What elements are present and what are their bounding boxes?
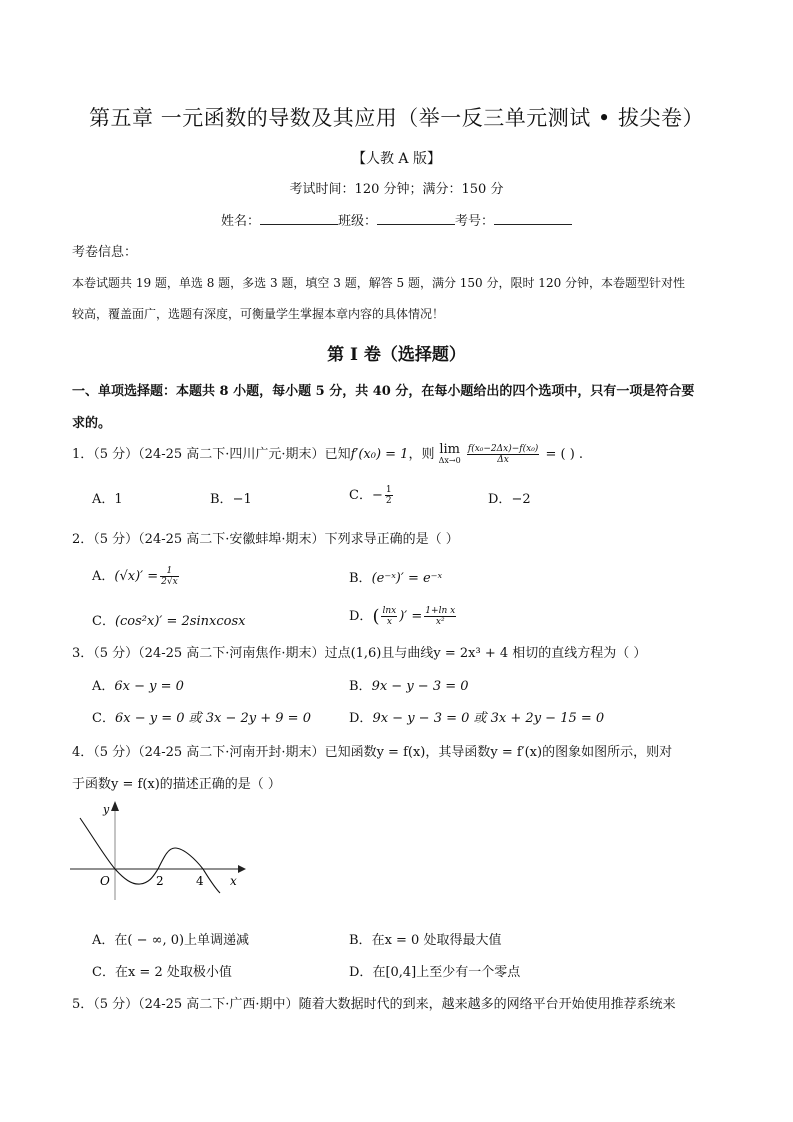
- option-text: −2: [511, 492, 531, 507]
- fraction-numerator: 1: [385, 485, 392, 495]
- question-stem: 随着大数据时代的到来，越来越多的网络平台开始使用推荐系统来: [298, 997, 676, 1012]
- exam-time-info: 考试时间：120 分钟；满分：150 分: [289, 182, 504, 197]
- q3-option-d[interactable]: [349, 707, 604, 726]
- question-4: [72, 741, 672, 760]
- rhs-fraction: [424, 606, 456, 627]
- origin-label: O: [100, 874, 110, 888]
- question-number: 2．: [72, 532, 94, 547]
- option-text: 1: [114, 492, 123, 507]
- option-label: B．: [210, 492, 233, 507]
- question-meta: （5 分）（24-25 高二下·河南焦作·期末）: [93, 646, 325, 661]
- option-text: −: [371, 488, 383, 503]
- option-label: D．: [349, 965, 373, 980]
- question-stem: 下列求导正确的是（ ）: [324, 532, 459, 547]
- question-3: [72, 642, 646, 661]
- option-label: A．: [92, 569, 115, 584]
- paren-open: (: [372, 606, 380, 627]
- question-stem: 已知函数y = f(x)，其导函数y = f′(x)的图象如图所示，则对: [324, 745, 673, 760]
- option-label: B．: [349, 571, 372, 586]
- q4-option-a[interactable]: [92, 929, 249, 948]
- option-label: B．: [349, 679, 372, 694]
- question-5: [72, 993, 676, 1012]
- q2-option-c[interactable]: [92, 610, 245, 629]
- q2-option-a[interactable]: [92, 565, 181, 587]
- option-text: 在x = 2 处取极小值: [114, 965, 232, 980]
- option-label: B．: [349, 933, 372, 948]
- question-meta: （5 分）（24-25 高二下·安徽蚌埠·期末）: [93, 532, 325, 547]
- document-title: 第五章 一元函数的导数及其应用（举一反三单元测试 • 拔尖卷）: [89, 106, 704, 130]
- fraction-denominator: 2√x: [161, 577, 178, 587]
- question-meta: （5 分）（24-25 高二下·河南开封·期末）: [93, 745, 325, 760]
- section-count: 8: [219, 384, 229, 399]
- student-info-row: [0, 210, 793, 229]
- fraction-numerator: lnx: [382, 606, 397, 616]
- q1-option-b[interactable]: [210, 488, 252, 507]
- option-label: A．: [92, 492, 115, 507]
- name-label: 姓名：: [220, 214, 260, 229]
- section-mid1: 小题，每小题: [228, 384, 316, 399]
- option-text: 在[0,4]上至少有一个零点: [372, 965, 521, 980]
- fraction-denominator: 2: [385, 496, 392, 506]
- option-label: A．: [92, 933, 115, 948]
- x-axis-arrow-icon: [238, 865, 246, 873]
- class-label: 班级：: [337, 214, 377, 229]
- q1-option-a[interactable]: [92, 488, 123, 507]
- tick-label-4: 4: [196, 874, 204, 888]
- fraction-denominator: x: [386, 617, 392, 627]
- question-stem: 过点(1,6)且与曲线y = 2x³ + 4 相切的直线方程为（ ）: [324, 646, 647, 661]
- lhs-fraction: [381, 606, 397, 627]
- edition-label: 【人教 A 版】: [351, 151, 441, 167]
- limit-fraction: [467, 444, 539, 465]
- option-text: (e⁻ˣ)′ = e⁻ˣ: [371, 571, 443, 586]
- q1-option-d[interactable]: [488, 488, 531, 507]
- y-axis-arrow-icon: [111, 801, 119, 811]
- q4-option-d[interactable]: [349, 961, 520, 980]
- option-lhs: (√x)′ =: [114, 569, 159, 584]
- section-heading: [72, 380, 694, 399]
- y-axis-label: y: [103, 803, 110, 816]
- id-blank[interactable]: [494, 212, 572, 225]
- fraction-denominator: x²: [435, 617, 445, 627]
- part-title: 第 I 卷（选择题）: [327, 345, 466, 365]
- question-number: 5．: [72, 997, 94, 1012]
- fraction-numerator: 1+ln x: [425, 606, 456, 616]
- exam-info-line-2: 较高，覆盖面广，选题有深度，可衡量学生掌握本章内容的具体情况！: [72, 307, 445, 321]
- exam-info-label: 考卷信息：: [72, 245, 138, 260]
- question-stem: 已知: [324, 447, 351, 462]
- fraction-numerator: 1: [160, 566, 179, 577]
- section-prefix: 一、单项选择题：本题共: [72, 384, 220, 399]
- option-label: A．: [92, 679, 115, 694]
- question-end: = ( ) .: [545, 447, 584, 462]
- option-label: D．: [349, 711, 373, 726]
- lim-word: lim: [439, 441, 460, 457]
- q3-option-c[interactable]: [92, 707, 311, 726]
- option-label: C．: [349, 488, 372, 503]
- q1-option-c[interactable]: [349, 484, 395, 506]
- option-label: D．: [349, 609, 373, 624]
- limit-expression: [438, 441, 461, 466]
- question-1: [72, 443, 583, 466]
- option-text: −1: [232, 492, 252, 507]
- section-total: 40: [372, 384, 391, 399]
- question-number: 4．: [72, 745, 94, 760]
- q3-option-b[interactable]: [349, 675, 469, 694]
- fraction-denominator: Δx: [497, 455, 509, 465]
- option-label: C．: [92, 711, 115, 726]
- section-heading-line2: 求的。: [72, 416, 112, 431]
- question-stem-mid: ，则: [408, 447, 435, 462]
- option-fraction: [385, 485, 393, 506]
- name-blank[interactable]: [260, 212, 338, 225]
- option-fraction: [160, 566, 179, 587]
- q4-option-b[interactable]: [349, 929, 501, 948]
- question-meta: （5 分）（24-25 高二下·四川广元·期末）: [93, 447, 325, 462]
- tick-label-2: 2: [156, 874, 164, 888]
- q2-option-d[interactable]: [349, 605, 458, 627]
- section-suffix: 分，在每小题给出的四个选项中，只有一项是符合要: [390, 384, 695, 399]
- lim-subscript: Δx→0: [438, 455, 461, 465]
- option-text: 在( − ∞, 0)上单调递减: [114, 933, 250, 948]
- question-number: 3．: [72, 646, 94, 661]
- option-text: 6x − y = 0 或 3x − 2y + 9 = 0: [114, 711, 311, 726]
- option-equals: )′ =: [399, 609, 423, 624]
- option-text: 在x = 0 处取得最大值: [371, 933, 502, 948]
- section-points: 5: [315, 384, 325, 399]
- q4-option-c[interactable]: [92, 961, 232, 980]
- option-text: 6x − y = 0: [114, 679, 184, 694]
- question-2: [72, 528, 459, 547]
- x-axis-label: x: [230, 874, 237, 888]
- condition-formula: f′(x₀) = 1: [350, 447, 409, 462]
- derivative-graph: [60, 795, 260, 905]
- id-label: 考号：: [455, 214, 495, 229]
- option-label: D．: [488, 492, 512, 507]
- option-text: 9x − y − 3 = 0 或 3x + 2y − 15 = 0: [372, 711, 605, 726]
- class-blank[interactable]: [377, 212, 455, 225]
- question-number: 1．: [72, 447, 94, 462]
- q3-option-a[interactable]: [92, 675, 184, 694]
- fraction-numerator: f(x₀−2Δx)−f(x₀): [467, 444, 539, 454]
- option-label: C．: [92, 614, 115, 629]
- question-4-line2: 于函数y = f(x)的描述正确的是（ ）: [72, 777, 281, 792]
- question-meta: （5 分）（24-25 高二下·广西·期中）: [93, 997, 299, 1012]
- exam-info-line-1: 本卷试题共 19 题，单选 8 题，多选 3 题，填空 3 题，解答 5 题，满分 150 分，限时 120 分钟，本卷题型针对性: [72, 276, 686, 290]
- section-mid2: 分，共: [324, 384, 373, 399]
- option-text: 9x − y − 3 = 0: [371, 679, 469, 694]
- option-label: C．: [92, 965, 115, 980]
- option-text: (cos²x)′ = 2sinxcosx: [114, 614, 246, 629]
- q2-option-b[interactable]: [349, 567, 442, 586]
